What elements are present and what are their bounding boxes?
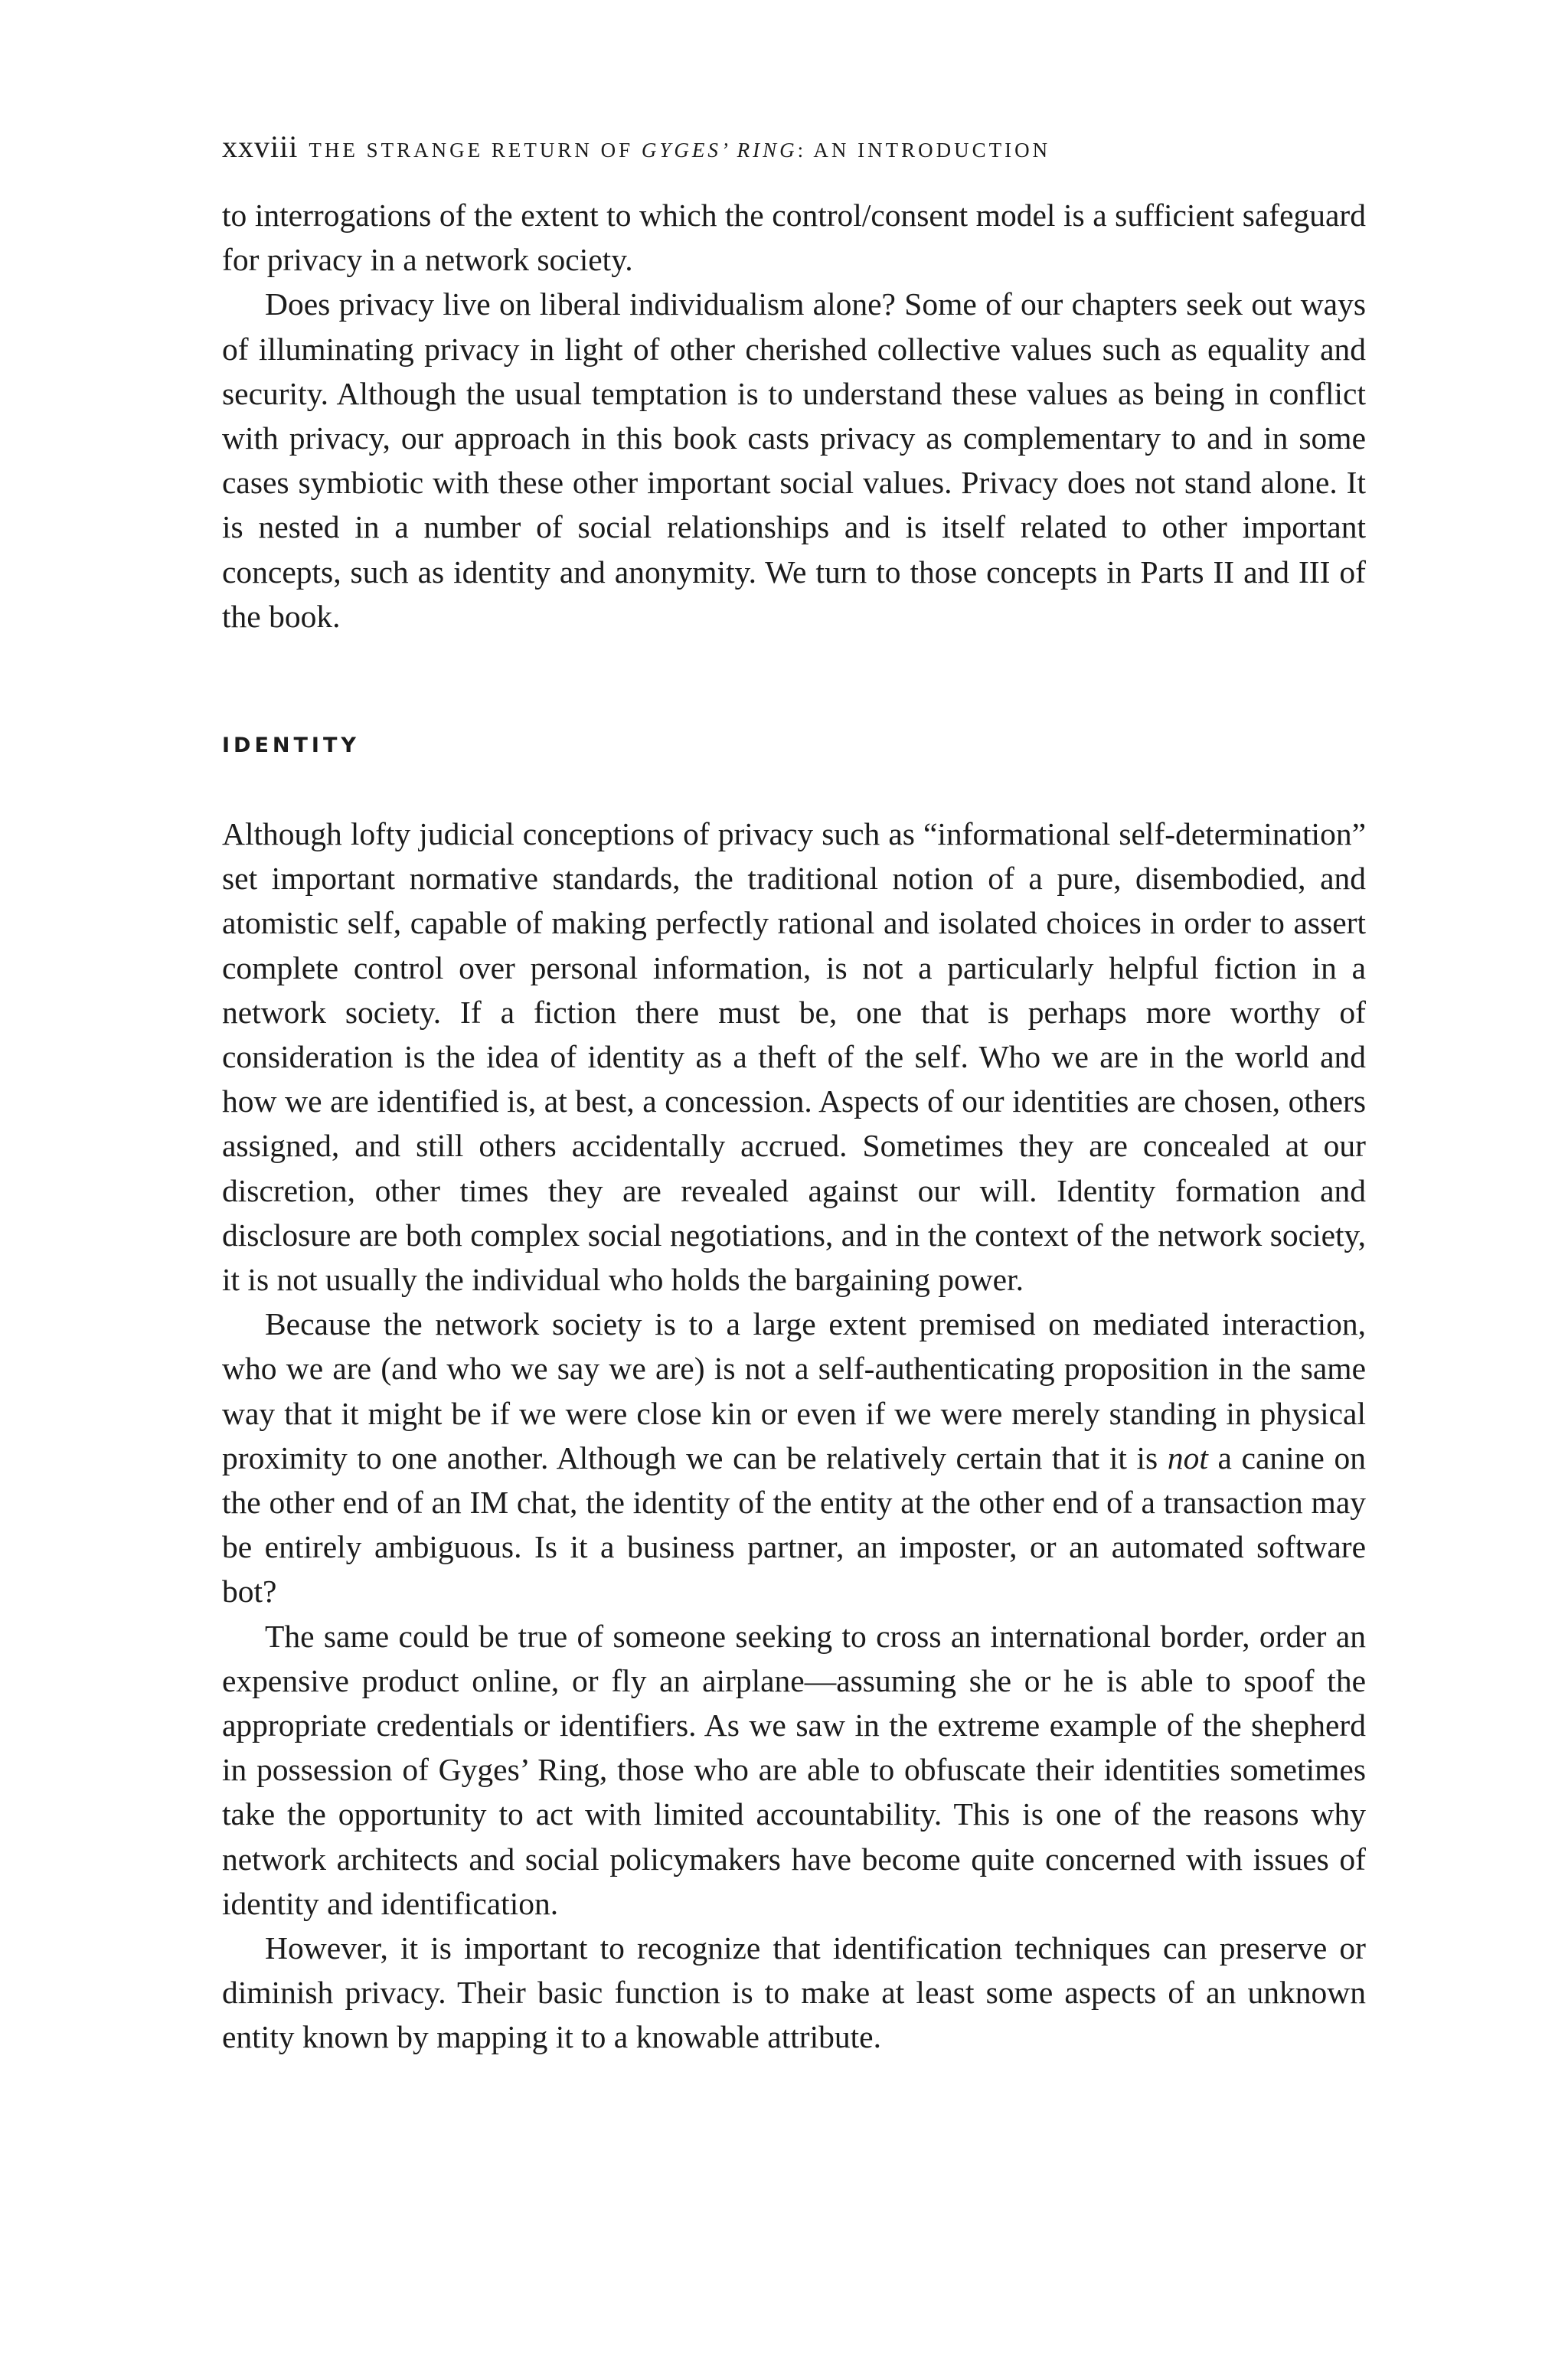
paragraph — [222, 1302, 1366, 1613]
running-head-title-pre: THE STRANGE RETURN OF — [309, 139, 642, 162]
paragraph: The same could be true of someone seeking to cross an international border, order an expensive product online, or fly an airplane—assuming she or he is able to spoof the appropriate credentials or identifiers. As we saw in the extreme example of the shepherd in possession of Gyges’ Ring, those who are able to obfuscate their identities sometimes take the opportunity to act with limited accountability. This is one of the reasons why network architects and social policymakers have become quite concerned with issues of identity and identification. — [222, 1618, 1366, 1921]
running-head — [222, 129, 1050, 165]
paragraph: Does privacy live on liberal individualism alone? Some of our chapters seek out ways of illuminating privacy in light of other cherished collective values such as equality and security. Although the usual temptation is to understand these values as being in conflict with privacy, our approach in this book casts privacy as complementary to and in some cases symbiotic with these other important social values. Privacy does not stand alone. It is nested in a number of social relationships and is itself related to other important concepts, such as identity and anonymity. We turn to those concepts in Parts II and III of the book. — [222, 286, 1366, 634]
paragraph: Although lofty judicial conceptions of privacy such as “informational self-determination” set important normative standards, the traditional notion of a pure, disembodied, and atomistic self, capable of making perfectly rational and isolated choices in order to assert complete control over personal information, is not a particularly helpful fiction in a network society. If a fiction there must be, one that is perhaps more worthy of consideration is the idea of identity as a theft of the self. Who we are in the world and how we are identified is, at best, a concession. Aspects of our identities are chosen, others assigned, and still others accidentally accrued. Sometimes they are concealed at our discretion, other times they are revealed against our will. Identity formation and disclosure are both complex social negotiations, and in the context of the network society, it is not usually the individual who holds the bargaining power. — [222, 816, 1366, 1298]
identity-section-body — [222, 812, 1366, 2060]
paragraph: to interrogations of the extent to which the control/consent model is a sufficient safeguard for privacy in a network society. — [222, 198, 1366, 278]
emphasis: not — [1167, 1440, 1208, 1475]
section-heading-identity: IDENTITY — [222, 734, 360, 757]
text-run: Because the network society is to a large extent premised on mediated interaction, who we are (and who we say we are) is not a self-authenticating proposition in the same way that it might be if we were close kin or even if we were merely standing in physical proximity to one another. Although we can be relatively certain that it is — [222, 1306, 1366, 1475]
running-head-title-post: : AN INTRODUCTION — [797, 139, 1051, 162]
page-number: xxviii — [222, 129, 299, 164]
text-run: a canine on the other end of an IM chat, the identity of the entity at the other end of a transaction may be entirely ambiguous. Is it a business partner, an imposter, or an automated software bot? — [222, 1440, 1366, 1609]
privacy-section-tail — [222, 193, 1366, 639]
paragraph: However, it is important to recognize that identification techniques can preserve or diminish privacy. Their basic function is to make at least some aspects of an unknown entity known by mapping it to a knowable attribute. — [222, 1930, 1366, 2055]
running-head-title-italic: GYGES’ RING — [641, 139, 798, 162]
